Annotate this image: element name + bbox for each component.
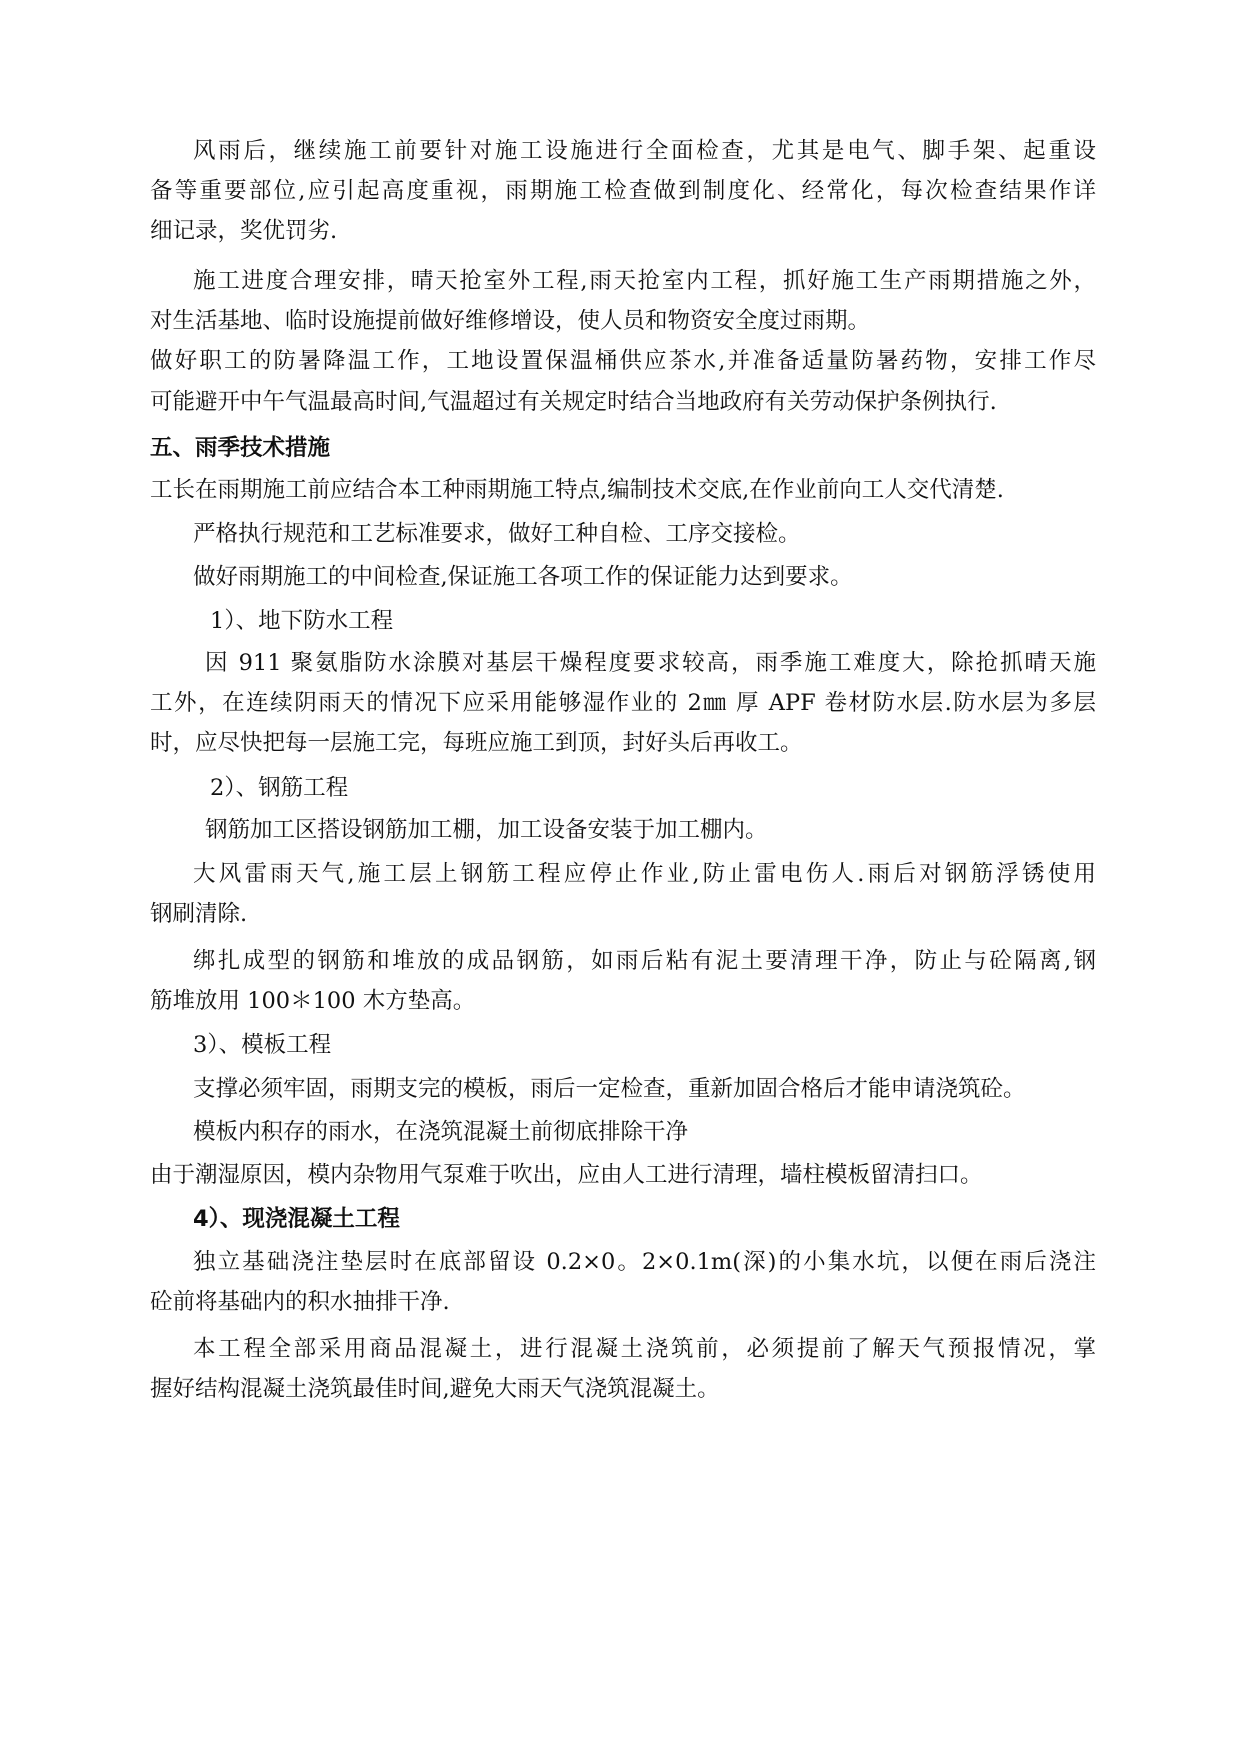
text-line: 风雨后，继续施工前要针对施工设施进行全面检查，尤其是电气、脚手架、起重设: [193, 138, 1096, 164]
text-line: 本工程全部采用商品混凝土，进行混凝土浇筑前，必须提前了解天气预报情况，掌: [193, 1336, 1096, 1362]
text-line: 可能避开中午气温最高时间,气温超过有关规定时结合当地政府有关劳动保护条例执行.: [150, 389, 997, 415]
section-heading: 五、雨季技术措施: [150, 435, 331, 461]
text-line: 模板内积存的雨水，在浇筑混凝土前彻底排除干净: [193, 1119, 689, 1145]
subsection-heading: 3）、模板工程: [193, 1032, 332, 1058]
text-line: 大风雷雨天气,施工层上钢筋工程应停止作业,防止雷电伤人.雨后对钢筋浮锈使用: [193, 861, 1096, 887]
text-line: 工外，在连续阴雨天的情况下应采用能够湿作业的 2㎜ 厚 APF 卷材防水层.防水层为多层: [150, 690, 1096, 716]
text-line: 独立基础浇注垫层时在底部留设 0.2×0。2×0.1m(深)的小集水坑，以便在雨后浇注: [193, 1249, 1096, 1275]
text-line: 筋堆放用 100＊100 木方垫高。: [150, 988, 476, 1014]
text-line: 时，应尽快把每一层施工完，每班应施工到顶，封好头后再收工。: [150, 730, 803, 756]
text-line: 支撑必须牢固，雨期支完的模板，雨后一定检查，重新加固合格后才能申请浇筑砼。: [193, 1076, 1026, 1102]
text-line: 做好职工的防暑降温工作，工地设置保温桶供应茶水,并准备适量防暑药物，安排工作尽: [150, 348, 1096, 374]
text-line: 做好雨期施工的中间检查,保证施工各项工作的保证能力达到要求。: [193, 564, 853, 590]
text-line: 钢筋加工区搭设钢筋加工棚，加工设备安装于加工棚内。: [205, 817, 768, 843]
text-line: 由于潮湿原因，模内杂物用气泵难于吹出，应由人工进行清理，墙柱模板留清扫口。: [150, 1162, 983, 1188]
text-line: 因 911 聚氨脂防水涂膜对基层干燥程度要求较高，雨季施工难度大，除抢抓晴天施: [205, 650, 1096, 676]
text-line: 对生活基地、临时设施提前做好维修增设，使人员和物资安全度过雨期。: [150, 308, 871, 334]
subsection-heading: 4）、现浇混凝土工程: [193, 1206, 400, 1232]
subsection-heading: 2）、钢筋工程: [210, 775, 349, 801]
text-line: 绑扎成型的钢筋和堆放的成品钢筋，如雨后粘有泥土要清理干净，防止与砼隔离,钢: [193, 948, 1096, 974]
text-line: 握好结构混凝土浇筑最佳时间,避免大雨天气浇筑混凝土。: [150, 1376, 720, 1402]
text-line: 施工进度合理安排，晴天抢室外工程,雨天抢室内工程，抓好施工生产雨期措施之外，: [193, 268, 1096, 294]
text-line: 砼前将基础内的积水抽排干净.: [150, 1289, 450, 1315]
subsection-heading: 1）、地下防水工程: [210, 608, 394, 634]
text-line: 严格执行规范和工艺标准要求，做好工种自检、工序交接检。: [193, 521, 801, 547]
text-line: 细记录，奖优罚劣.: [150, 218, 338, 244]
text-line: 备等重要部位,应引起高度重视，雨期施工检查做到制度化、经常化，每次检查结果作详: [150, 178, 1096, 204]
text-line: 钢刷清除.: [150, 901, 248, 927]
text-line: 工长在雨期施工前应结合本工种雨期施工特点,编制技术交底,在作业前向工人交代清楚.: [150, 477, 1004, 503]
